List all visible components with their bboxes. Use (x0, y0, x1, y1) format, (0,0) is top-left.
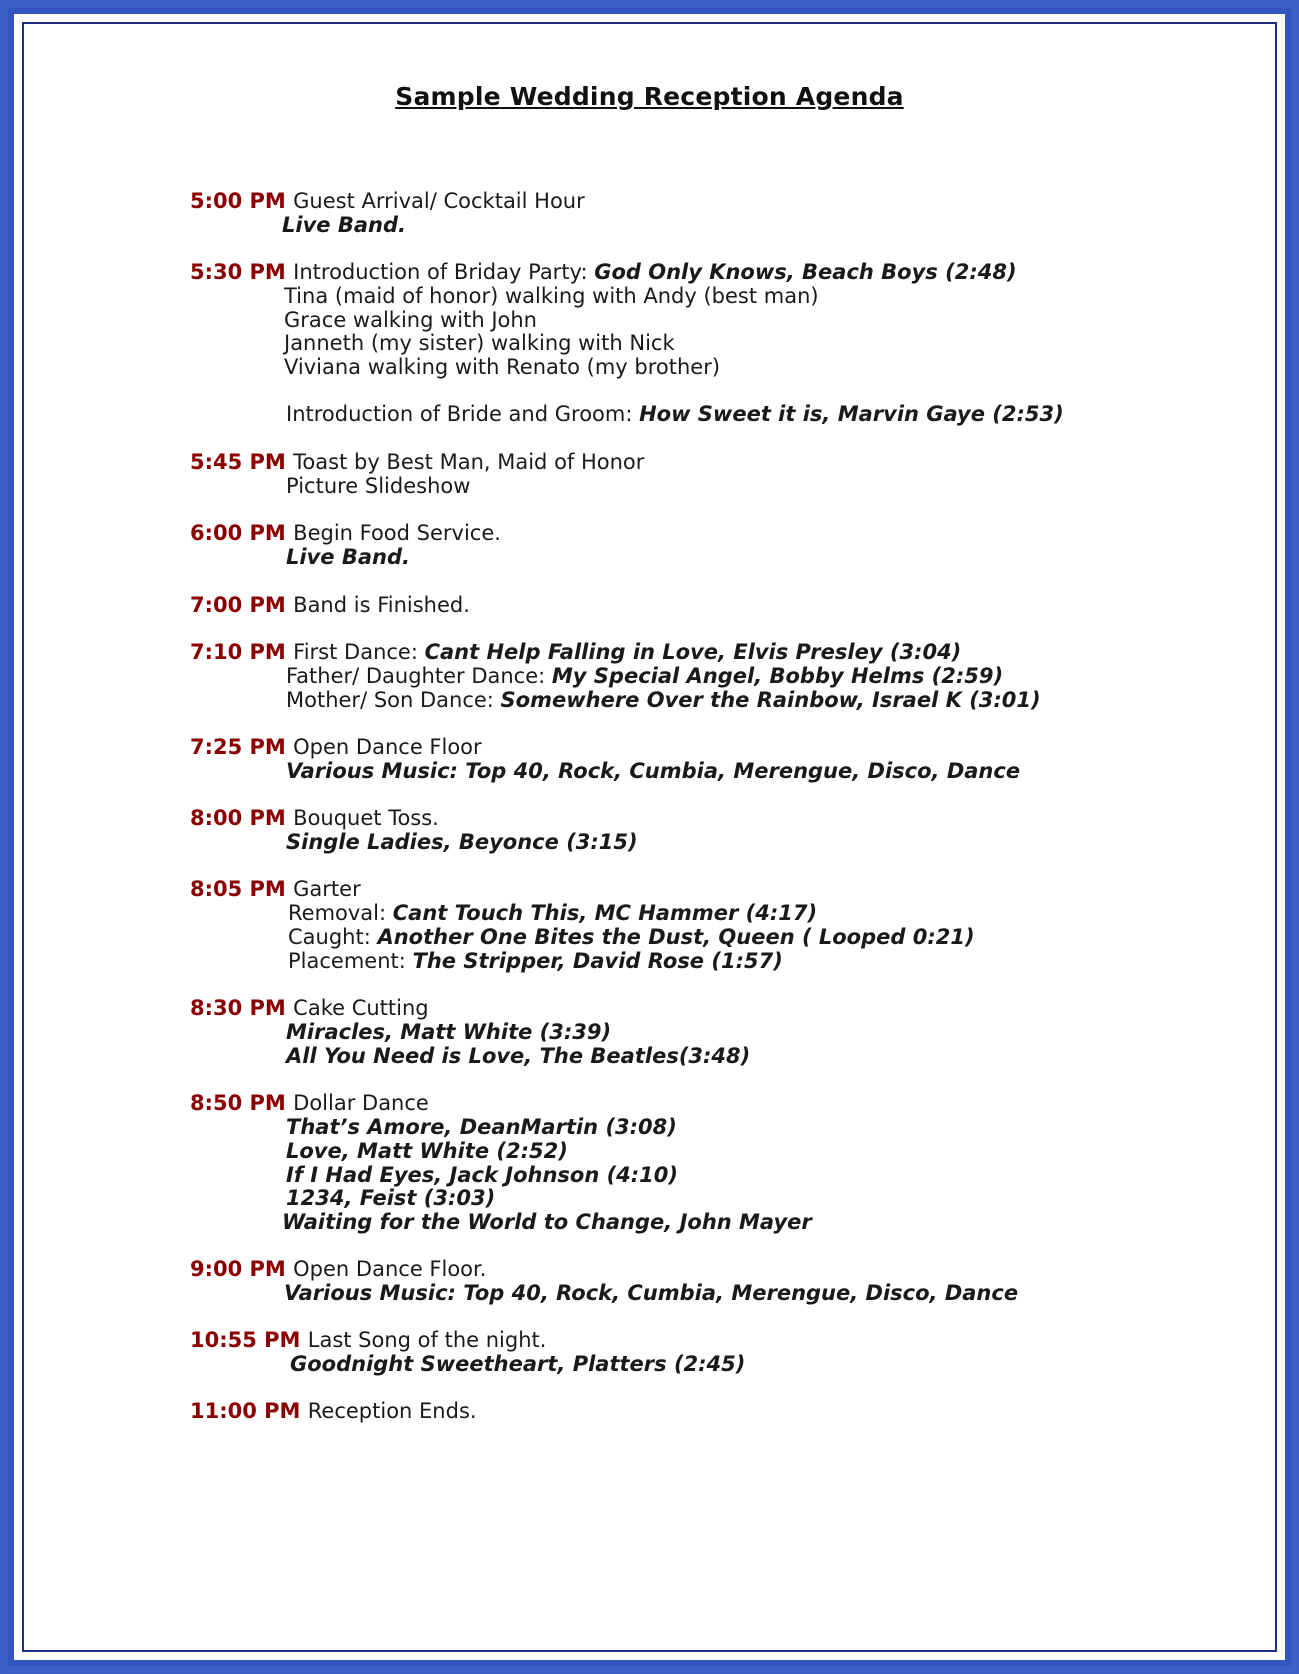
agenda-song: Live Band. (282, 213, 406, 237)
agenda-song: Goodnight Sweetheart, Platters (2:45) (290, 1352, 746, 1376)
agenda-line (286, 474, 470, 499)
agenda-song: My Special Angel, Bobby Helms (2:59) (551, 664, 1004, 688)
agenda-text: Father/ Daughter Dance: (286, 664, 552, 688)
agenda-song: If I Had Eyes, Jack Johnson (4:10) (286, 1163, 679, 1187)
agenda-text: Last Song of the night. (307, 1328, 547, 1352)
agenda-song: Single Ladies, Beyonce (3:15) (286, 830, 638, 854)
agenda-text: Cake Cutting (293, 996, 429, 1020)
agenda-time: 5:00 PM (190, 189, 294, 213)
agenda-line (288, 925, 975, 950)
agenda-line (190, 996, 429, 1021)
agenda-line (286, 688, 1041, 713)
agenda-line (286, 1115, 677, 1140)
agenda-line (286, 402, 1064, 427)
agenda-line (290, 1352, 745, 1377)
agenda-text: Reception Ends. (307, 1399, 477, 1423)
agenda-text: Introduction of Briday Party: (293, 260, 595, 284)
agenda-line (286, 1139, 568, 1164)
agenda-text: Dollar Dance (293, 1091, 429, 1115)
agenda-text: Picture Slideshow (286, 474, 471, 498)
page-title: Sample Wedding Reception Agenda (395, 82, 904, 111)
agenda-time: 11:00 PM (190, 1399, 308, 1423)
agenda-line (286, 1020, 611, 1045)
agenda-song: 1234, Feist (3:03) (286, 1186, 496, 1210)
agenda-text: Mother/ Son Dance: (286, 688, 501, 712)
agenda-text: Guest Arrival/ Cocktail Hour (293, 189, 585, 213)
agenda-song: Somewhere Over the Rainbow, Israel K (3:01) (500, 688, 1041, 712)
agenda-line (190, 1091, 429, 1116)
agenda-text: Bouquet Toss. (293, 806, 439, 830)
agenda-time: 7:25 PM (190, 735, 294, 759)
agenda-line (190, 735, 482, 760)
agenda-text: Viviana walking with Renato (my brother) (284, 355, 721, 379)
agenda-text: Begin Food Service. (293, 521, 501, 545)
agenda-song: Cant Help Falling in Love, Elvis Presley (3:04) (424, 640, 962, 664)
agenda-text: Grace walking with John (284, 308, 537, 332)
agenda-text: Open Dance Floor (293, 735, 482, 759)
agenda-song: The Stripper, David Rose (1:57) (412, 949, 783, 973)
agenda-line (190, 450, 644, 475)
agenda-text: First Dance: (293, 640, 425, 664)
agenda-line (286, 759, 1020, 784)
agenda-line (190, 521, 501, 546)
agenda-text: Caught: (288, 925, 378, 949)
agenda-line (286, 664, 1003, 689)
agenda-time: 8:00 PM (190, 806, 294, 830)
agenda-song: How Sweet it is, Marvin Gaye (2:53) (639, 402, 1064, 426)
agenda-time: 5:30 PM (190, 260, 294, 284)
agenda-song: Miracles, Matt White (3:39) (286, 1020, 612, 1044)
agenda-time: 8:05 PM (190, 877, 294, 901)
agenda-time: 9:00 PM (190, 1257, 294, 1281)
agenda-line (190, 640, 961, 665)
agenda-text: Introduction of Bride and Groom: (286, 402, 640, 426)
agenda-line (190, 877, 361, 902)
agenda-text: Band is Finished. (293, 593, 470, 617)
agenda-time: 7:00 PM (190, 593, 294, 617)
agenda-text: Open Dance Floor. (293, 1257, 487, 1281)
agenda-line (286, 1186, 495, 1211)
agenda-line (284, 1281, 1018, 1306)
agenda-line (190, 260, 1017, 285)
agenda-song: Cant Touch This, MC Hammer (4:17) (392, 901, 818, 925)
agenda-song: Another One Bites the Dust, Queen ( Looped 0:21) (377, 925, 975, 949)
agenda-time: 10:55 PM (190, 1328, 308, 1352)
agenda-text: Garter (293, 877, 361, 901)
agenda-text: Placement: (288, 949, 413, 973)
agenda-time: 5:45 PM (190, 450, 294, 474)
agenda-line (190, 806, 439, 831)
agenda-line (190, 1328, 546, 1353)
agenda-line (190, 593, 470, 618)
agenda-line (288, 949, 783, 974)
agenda-song: God Only Knows, Beach Boys (2:48) (594, 260, 1017, 284)
agenda-line (190, 189, 585, 214)
agenda-song: That’s Amore, DeanMartin (3:08) (286, 1115, 677, 1139)
agenda-line (284, 355, 720, 380)
agenda-text: Toast by Best Man, Maid of Honor (293, 450, 645, 474)
agenda-time: 8:50 PM (190, 1091, 294, 1115)
agenda-line (288, 901, 817, 926)
agenda-song: All You Need is Love, The Beatles(3:48) (286, 1044, 751, 1068)
agenda-song: Various Music: Top 40, Rock, Cumbia, Merengue, Disco, Dance (286, 759, 1021, 783)
agenda-time: 8:30 PM (190, 996, 294, 1020)
agenda-line (282, 1210, 812, 1235)
agenda-line (284, 308, 537, 333)
agenda-song: Love, Matt White (2:52) (286, 1139, 568, 1163)
agenda-line (286, 545, 410, 570)
agenda-song: Live Band. (286, 545, 410, 569)
agenda-line (286, 1163, 678, 1188)
agenda-text: Removal: (288, 901, 393, 925)
agenda-time: 7:10 PM (190, 640, 294, 664)
agenda-time: 6:00 PM (190, 521, 294, 545)
agenda-line (284, 331, 675, 356)
agenda-line (286, 1044, 750, 1069)
agenda-text: Tina (maid of honor) walking with Andy (best man) (284, 284, 819, 308)
agenda-line (190, 1399, 477, 1424)
agenda-page (22, 22, 1277, 1652)
agenda-line (284, 284, 819, 309)
agenda-line (190, 1257, 486, 1282)
agenda-song: Various Music: Top 40, Rock, Cumbia, Merengue, Disco, Dance (284, 1281, 1019, 1305)
agenda-line (286, 830, 638, 855)
agenda-line (282, 213, 406, 238)
agenda-text: Janneth (my sister) walking with Nick (284, 331, 675, 355)
agenda-song: Waiting for the World to Change, John Mayer (282, 1210, 812, 1234)
